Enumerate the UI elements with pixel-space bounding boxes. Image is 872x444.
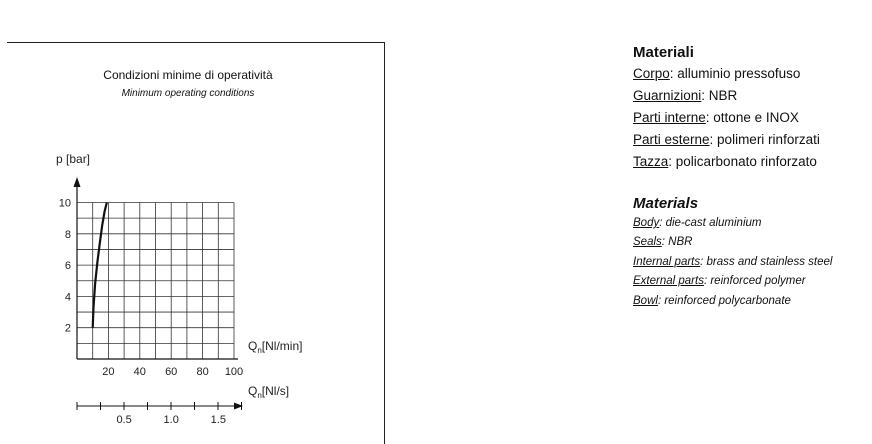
y-tick-label: 6 [64, 260, 71, 273]
x-axis-label: $Q_n[Nl/\min]$ [248, 339, 303, 355]
x-tick-label: 100 [224, 366, 244, 378]
materials-item-value: : brass and stainless steel [700, 255, 833, 268]
materiali-item-value: : ottone e INOX [705, 110, 799, 125]
y-axis-arrow [74, 177, 81, 187]
materiali-item-value: : polimeri rinforzati [709, 132, 820, 147]
y-tick-label: 10 [58, 197, 71, 210]
materials-item-label: Seals [633, 236, 662, 249]
x-tick-label: 40 [133, 366, 146, 378]
materiali-item-label: Guarnizioni [633, 88, 702, 103]
materiali-item-value: : NBR [701, 88, 738, 103]
materials-item [633, 214, 832, 233]
materials-item-label: Body [633, 217, 660, 229]
materiali-block [633, 43, 820, 173]
grid [77, 203, 234, 360]
materiali-item-value: : policarbonato rinforzato [668, 154, 817, 169]
x2-tick-label: 0.5 [116, 414, 132, 426]
axes [74, 177, 244, 410]
materiali-title: Materiali [633, 44, 694, 61]
y-tick-label: 8 [64, 228, 71, 241]
materials-item-value: : die-cast aluminium [659, 217, 762, 229]
y-tick-label: 2 [64, 322, 71, 335]
materiali-item-value: : alluminio pressofuso [669, 66, 801, 81]
x-tick-label: 60 [165, 366, 178, 378]
materials-item [633, 292, 832, 311]
x2-tick-label: 1.0 [163, 414, 179, 426]
y-axis-label: p [bar] [56, 152, 91, 166]
materials-block [633, 194, 832, 311]
materials-item-value: : reinforced polycarbonate [657, 294, 791, 307]
materiali-item [633, 63, 820, 85]
operating-conditions-chart [0, 0, 400, 444]
materiali-item [633, 129, 820, 151]
chart-title: Condizioni minime di operatività [103, 68, 273, 82]
materiali-item-label: Parti esterne [633, 132, 710, 147]
materials-item-value: : NBR [661, 236, 693, 249]
materiali-item-label: Tazza [633, 154, 669, 169]
x-tick-label: 80 [196, 366, 209, 378]
materials-item-value: : reinforced polymer [703, 275, 806, 288]
x2-tick-label: 1.5 [210, 414, 226, 426]
materials-item [633, 253, 832, 272]
x-tick-label: 20 [102, 366, 115, 378]
materiali-item [633, 107, 820, 129]
materiali-item [633, 85, 820, 107]
materials-item-label: External parts [633, 275, 704, 288]
materials-item [633, 272, 832, 291]
chart-subtitle: Minimum operating conditions [121, 88, 255, 99]
materials-item-label: Internal parts [633, 255, 701, 268]
materiali-item-label: Corpo [633, 66, 670, 81]
y-tick-label: 4 [64, 291, 71, 304]
materiali-item [633, 151, 820, 173]
materials-item [633, 233, 832, 252]
x2-axis-label: $Q_n[Nl/s]$ [248, 384, 290, 400]
materials-title: Materials [633, 195, 699, 212]
materiali-item-label: Parti interne [633, 110, 706, 125]
materials-item-label: Bowl [633, 294, 658, 307]
